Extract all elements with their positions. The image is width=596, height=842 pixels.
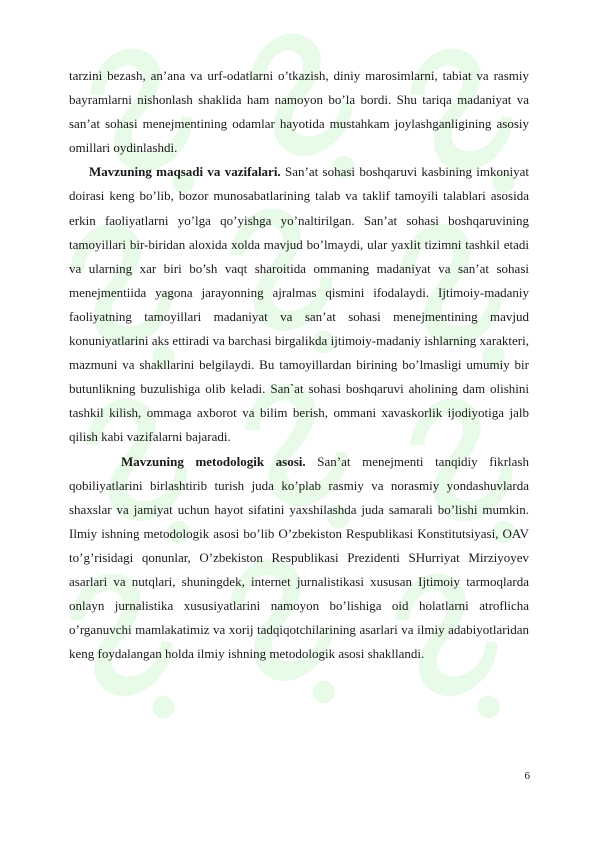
paragraph-text: San’at menejmenti tanqidiy fikrlash qobiliyatlarini birlashtirib turish juda ko’plab rasmiy va norasmiy yondashuvlarda shaxslar va jamiyat uchun hayot sifatini yaxshilashda juda samarali bo’lishi mumkin. Ilmiy ishning metodologik asosi bo’lib O’zbekiston Respublikasi Konstitutsiyasi, OAV to’g’risidagi qonunlar, O’zbekiston Respublikasi Prezidenti SHurriyat Mirziyoyev asarlari va nutqlari, shuningdek, internet jurnalistikasi xususan Ijtimoiy tarmoqlarda onlayn jurnalistika xususiyatlarini namoyon bo’lishiga oid holatlarni atroflicha o’rganuvchi mamlakatimiz va xorij tadqiqotchilarining asarlari va ilmiy adabiyotlaridan keng foydalangan holda ilmiy ishning metodologik asosi shakllandi. [69,453,529,662]
section-heading-goals: Mavzuning maqsadi va vazifalari. [89,164,281,180]
paragraph-methodology [69,450,529,667]
document-body [69,64,529,666]
paragraph-text: San’at sohasi boshqaruvi kasbining imkoniyat doirasi keng bo’lib, bozor munosabatlarining talab va taklif tamoyili talablari asosida erkin faoliyatlarni yo’lga qo’yishga yo’naltirilgan. San’at sohasi boshqaruvining tamoyillari bir-biridan aloxida xolda mavjud bo’lmaydi, ular yaxlit tizimni tashkil etadi va ularning xar biri bo’sh vaqt sharoitida ommaning madaniyat va san’at sohasi menejmentiida yagona jarayonning ajralmas qismini ifodalaydi. Ijtimoiy-madaniy faoliyatning tamoyillari madaniyat va san’at sohasi menejmentining mavjud konuniyatlarini aks ettiradi va barchasi birgalikda ijtimoiy-madaniy ishlarning xarakteri, mazmuni va shakllarini belgilaydi. Bu tamoyillardan birining bo’lmasligi umumiy bir butunlikning buzulishiga olib keladi. San`at sohasi boshqaruvi aholining dam olishini tashkil kilish, ommaga axborot va bilim berish, ommani xavaskorlik ijodiyotiga jalb qilish kabi vazifalarni bajaradi. [69,164,529,445]
paragraph-goals [69,160,529,449]
section-heading-methodology: Mavzuning metodologik asosi. [121,453,306,469]
paragraph-intro [69,64,529,160]
paragraph-text: tarzini bezash, an’ana va urf-odatlarni o’tkazish, diniy marosimlarni, tabiat va rasmiy bayramlarni nishonlash shaklida ham namoyon bo’la bordi. Shu tariqa madaniyat va san’at sohasi menejmentining odamlar hayotida mustahkam joylashganligining asosiy omillari oydinlashdi. [69,68,529,156]
page-number: 6 [524,770,530,782]
